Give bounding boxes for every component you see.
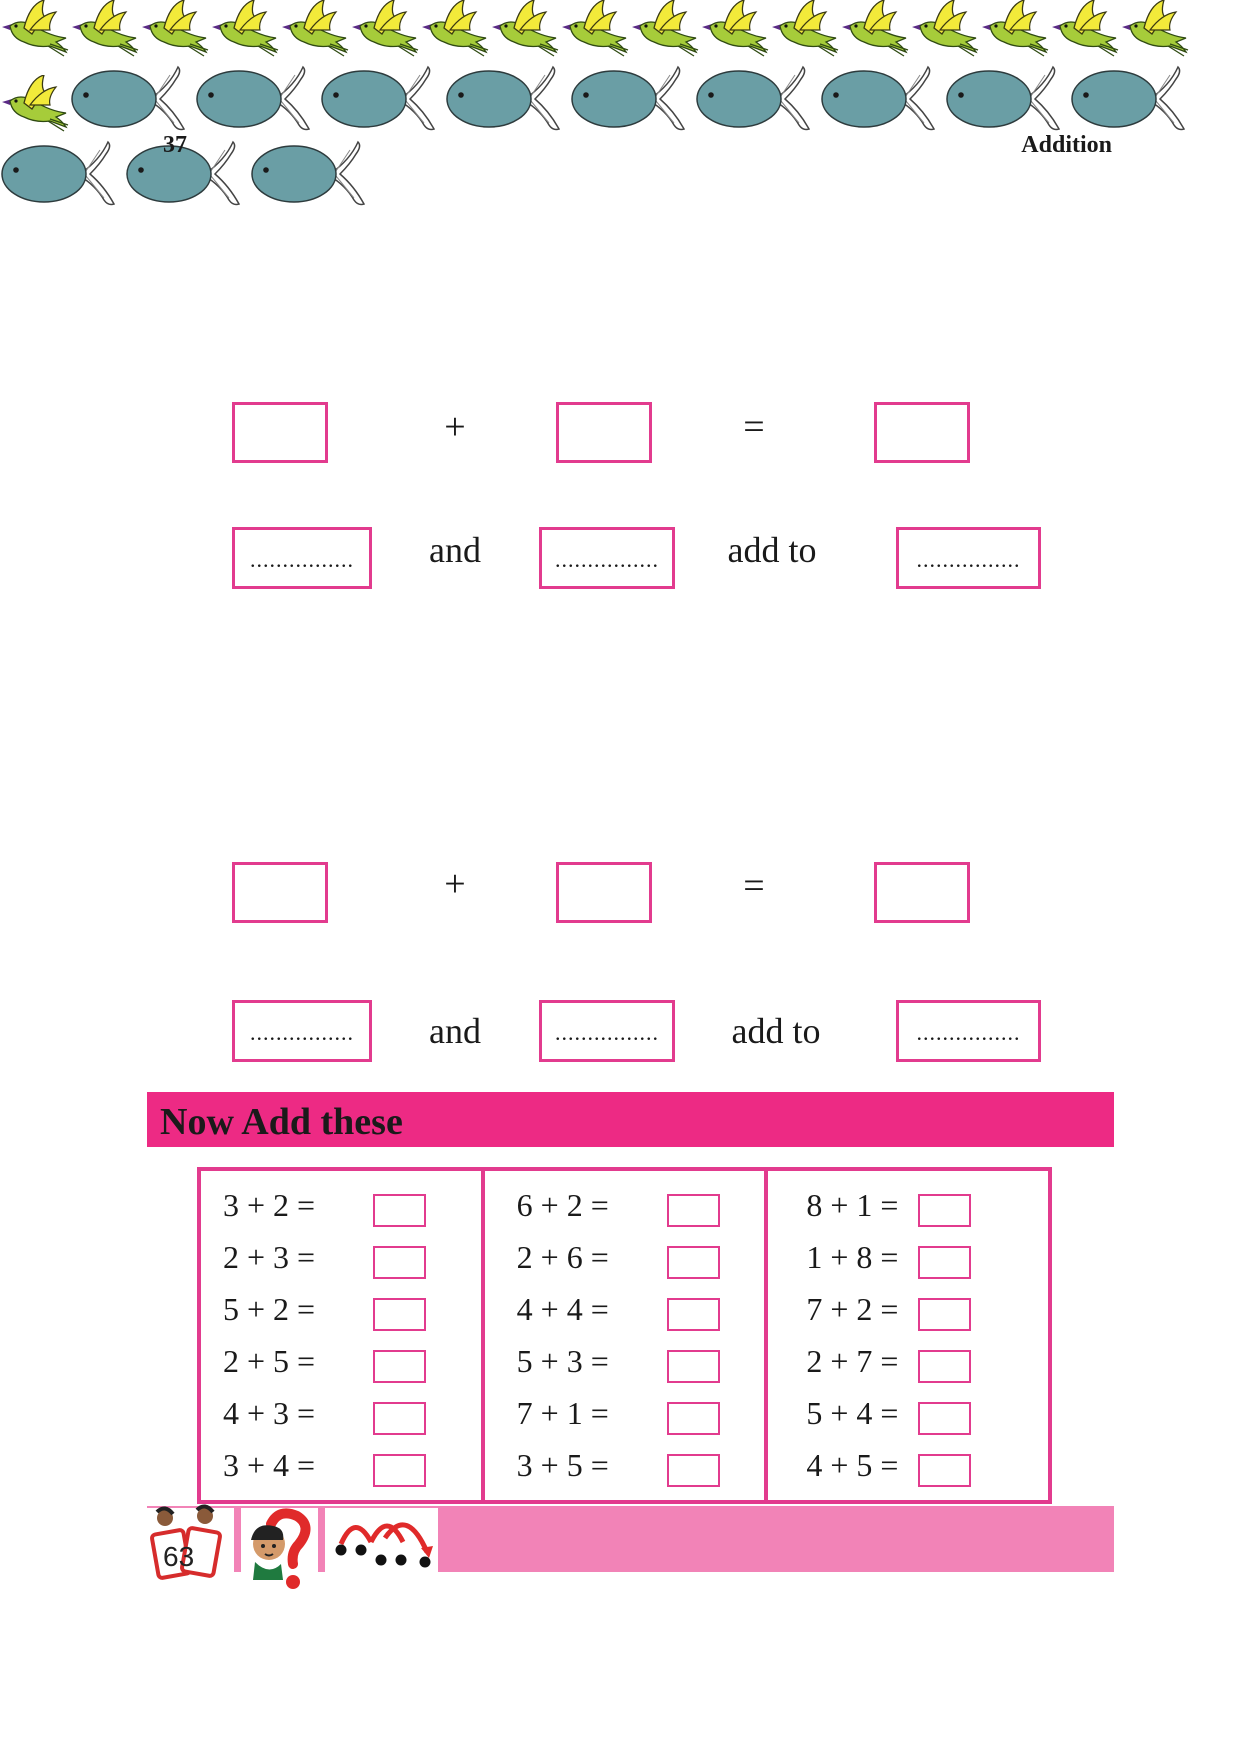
fill-blank-box[interactable]: ................ bbox=[539, 1000, 675, 1062]
answer-box[interactable] bbox=[373, 1402, 426, 1435]
answer-box[interactable] bbox=[667, 1454, 720, 1487]
bird-icon bbox=[1050, 0, 1120, 60]
bird-icon bbox=[980, 0, 1050, 60]
bird-icon bbox=[490, 0, 560, 60]
bird-icon bbox=[770, 0, 840, 60]
answer-box[interactable] bbox=[918, 1194, 971, 1227]
answer-box[interactable] bbox=[232, 402, 328, 463]
counting-jumps-icon bbox=[325, 1508, 438, 1572]
fish-icon bbox=[820, 65, 945, 135]
answer-box[interactable] bbox=[232, 862, 328, 923]
answer-box[interactable] bbox=[874, 862, 970, 923]
sum-expression: 4 + 3 = bbox=[223, 1395, 316, 1431]
bird-icon bbox=[420, 0, 490, 60]
equals-sign: = bbox=[743, 406, 765, 448]
fill-blank-box[interactable]: ................ bbox=[539, 527, 675, 589]
plus-sign: + bbox=[444, 863, 466, 905]
bird-icon bbox=[1120, 0, 1190, 60]
sum-expression: 2 + 3 = bbox=[223, 1239, 316, 1275]
sum-expression: 3 + 4 = bbox=[223, 1447, 316, 1483]
fill-blank-box[interactable]: ................ bbox=[232, 1000, 372, 1062]
sums-table bbox=[197, 1167, 1052, 1504]
answer-box[interactable] bbox=[918, 1454, 971, 1487]
answer-box[interactable] bbox=[667, 1246, 720, 1279]
chapter-title: Addition bbox=[1021, 132, 1112, 158]
bird-icon bbox=[280, 0, 350, 60]
bird-icon bbox=[840, 0, 910, 60]
bird-icon bbox=[0, 75, 70, 135]
answer-box[interactable] bbox=[667, 1350, 720, 1383]
sum-expression: 2 + 6 = bbox=[516, 1239, 609, 1275]
bird-icon bbox=[0, 0, 70, 60]
sum-expression: 6 + 2 = bbox=[516, 1187, 609, 1223]
sum-expression: 4 + 4 = bbox=[516, 1291, 609, 1327]
sum-row bbox=[201, 1393, 481, 1445]
fish-icon bbox=[125, 140, 250, 210]
bird-icon bbox=[210, 0, 280, 60]
sum-row bbox=[768, 1237, 1048, 1289]
sum-expression: 3 + 2 = bbox=[223, 1187, 316, 1223]
section-title: Now Add these bbox=[160, 1101, 403, 1143]
sum-expression: 2 + 7 = bbox=[806, 1343, 899, 1379]
bird-icon bbox=[630, 0, 700, 60]
bird-icon bbox=[560, 0, 630, 60]
sum-row bbox=[768, 1445, 1048, 1497]
sum-row bbox=[201, 1341, 481, 1393]
sum-expression: 5 + 4 = bbox=[806, 1395, 899, 1431]
fish-icon bbox=[695, 65, 820, 135]
sum-expression: 4 + 5 = bbox=[806, 1447, 899, 1483]
sum-row bbox=[201, 1289, 481, 1341]
answer-box[interactable] bbox=[373, 1298, 426, 1331]
answer-box[interactable] bbox=[874, 402, 970, 463]
sum-expression: 7 + 2 = bbox=[806, 1291, 899, 1327]
equals-sign: = bbox=[743, 865, 765, 907]
sum-row bbox=[201, 1185, 481, 1237]
fish-icon bbox=[945, 65, 1070, 135]
footer-tile bbox=[325, 1508, 438, 1572]
sum-expression: 3 + 5 = bbox=[516, 1447, 609, 1483]
footer-tile bbox=[147, 1508, 234, 1572]
answer-box[interactable] bbox=[373, 1194, 426, 1227]
answer-box[interactable] bbox=[918, 1350, 971, 1383]
sum-row bbox=[768, 1185, 1048, 1237]
answer-box[interactable] bbox=[667, 1402, 720, 1435]
bird-icon bbox=[700, 0, 770, 60]
sum-row bbox=[485, 1445, 765, 1497]
fish-icon bbox=[570, 65, 695, 135]
answer-box[interactable] bbox=[667, 1298, 720, 1331]
and-label: and bbox=[429, 530, 481, 570]
fish-icon bbox=[70, 65, 195, 135]
sum-row bbox=[768, 1393, 1048, 1445]
fish-icon bbox=[320, 65, 445, 135]
answer-box[interactable] bbox=[556, 862, 652, 923]
sum-expression: 8 + 1 = bbox=[806, 1187, 899, 1223]
sum-expression: 7 + 1 = bbox=[516, 1395, 609, 1431]
page-number: 37 bbox=[163, 132, 187, 158]
fill-blank-box[interactable]: ................ bbox=[896, 527, 1041, 589]
number-card-text: 63 bbox=[163, 1541, 195, 1572]
fish-icon bbox=[0, 140, 125, 210]
sum-expression: 5 + 3 = bbox=[516, 1343, 609, 1379]
bird-icon bbox=[350, 0, 420, 60]
section-banner bbox=[147, 1092, 1114, 1147]
fish-icon bbox=[445, 65, 570, 135]
sums-column bbox=[481, 1171, 765, 1500]
sum-row bbox=[485, 1393, 765, 1445]
answer-box[interactable] bbox=[373, 1454, 426, 1487]
sum-expression: 5 + 2 = bbox=[223, 1291, 316, 1327]
fill-blank-box[interactable]: ................ bbox=[232, 527, 372, 589]
add-to-label: add to bbox=[731, 1011, 821, 1051]
sum-row bbox=[485, 1289, 765, 1341]
bird-icon bbox=[70, 0, 140, 60]
answer-box[interactable] bbox=[667, 1194, 720, 1227]
sum-row bbox=[201, 1237, 481, 1289]
footer-tile bbox=[241, 1508, 318, 1572]
sum-row bbox=[768, 1289, 1048, 1341]
thinking-question-icon bbox=[241, 1506, 318, 1596]
bird-icon bbox=[140, 0, 210, 60]
answer-box[interactable] bbox=[373, 1246, 426, 1279]
sum-row bbox=[768, 1341, 1048, 1393]
add-to-label: add to bbox=[727, 530, 817, 570]
sum-expression: 2 + 5 = bbox=[223, 1343, 316, 1379]
sum-row bbox=[485, 1341, 765, 1393]
sum-row bbox=[485, 1185, 765, 1237]
fish-icon bbox=[1070, 65, 1195, 135]
fish-icon bbox=[250, 140, 375, 210]
fish-icon bbox=[195, 65, 320, 135]
sum-row bbox=[485, 1237, 765, 1289]
plus-sign: + bbox=[444, 406, 466, 448]
answer-box[interactable] bbox=[373, 1350, 426, 1383]
bird-icon bbox=[910, 0, 980, 60]
sum-expression: 1 + 8 = bbox=[806, 1239, 899, 1275]
and-label: and bbox=[429, 1011, 481, 1051]
answer-box[interactable] bbox=[556, 402, 652, 463]
sum-row bbox=[201, 1445, 481, 1497]
answer-box[interactable] bbox=[918, 1298, 971, 1331]
number-cards-icon bbox=[147, 1506, 234, 1596]
sums-column bbox=[201, 1171, 481, 1500]
sums-column bbox=[764, 1171, 1048, 1500]
answer-box[interactable] bbox=[918, 1246, 971, 1279]
answer-box[interactable] bbox=[918, 1402, 971, 1435]
fill-blank-box[interactable]: ................ bbox=[896, 1000, 1041, 1062]
